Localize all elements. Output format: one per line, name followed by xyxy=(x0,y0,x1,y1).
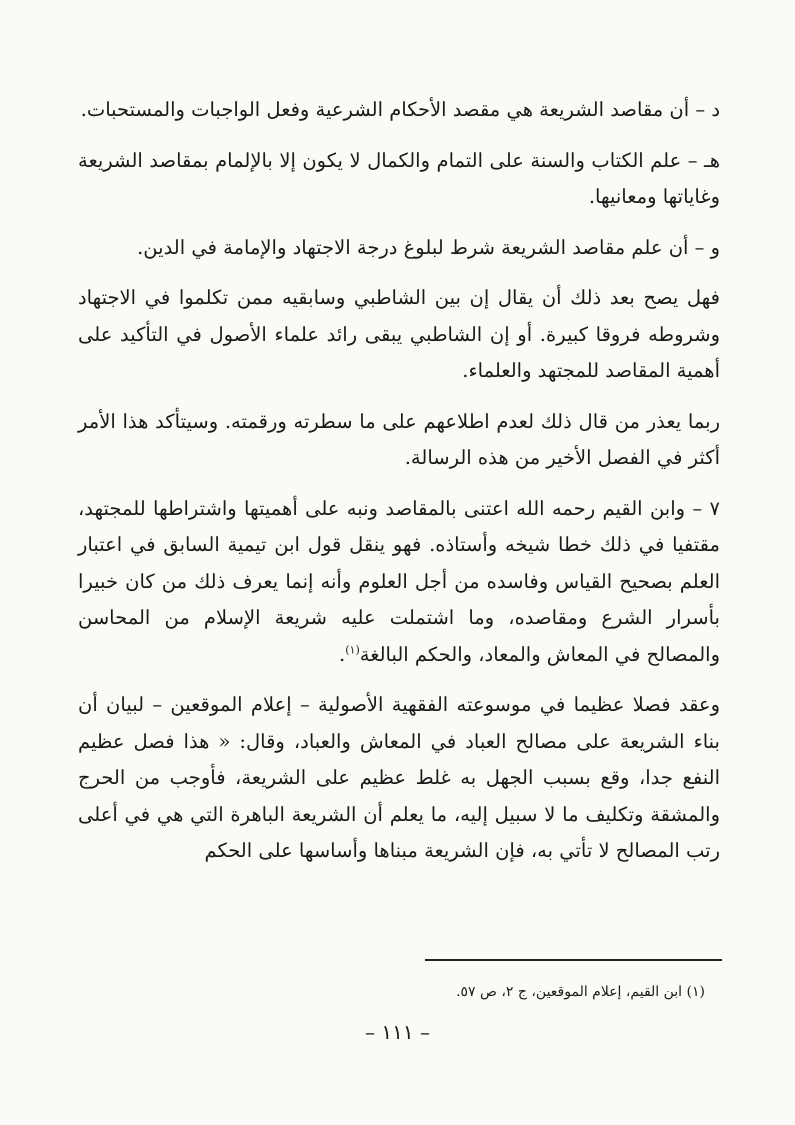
paragraph-question: فهل يصح بعد ذلك أن يقال إن بين الشاطبي وسابقيه ممن تكلموا في الاجتهاد وشروطه فروقا كبيرة. أو إن الشاطبي يبقى رائد علماء الأصول في التأكيد على أهمية المقاصد للمجتهد والعلماء. xyxy=(78,286,720,382)
paragraph-waw: و – أن علم مقاصد الشريعة شرط لبلوغ درجة الاجتهاد والإمامة في الدين. xyxy=(137,235,720,259)
paragraph-end: . xyxy=(339,642,346,666)
page-number: – ١١١ – xyxy=(365,1020,430,1044)
footnote-separator xyxy=(425,959,722,961)
paragraph-last: وعقد فصلا عظيما في موسوعته الفقهية الأصولية – إعلام الموقعين – لبيان أن بناء الشريعة على مصالح العباد في المعاش والعباد، وقال: « هذا فصل عظيم النفع جدا، وقع بسبب الجهل به غلط عظيم على الشريعة، فأوجب من الحرج والمشقة وتكليف ما لا سبيل إليه، ما يعلم أن الشريعة الباهرة التي هي في أعلى رتب المصالح لا تأتي به، فإن الشريعة مبناها وأساسها على الحكم xyxy=(78,693,720,862)
paragraph-d: د – أن مقاصد الشريعة هي مقصد الأحكام الشرعية وفعل الواجبات والمستحبات. xyxy=(80,98,720,121)
footnote: (١) ابن القيم، إعلام الموقعين، ج ٢، ص ٥٧. xyxy=(456,984,705,1000)
paragraph-he: هـ – علم الكتاب والسنة على التمام والكمال لا يكون إلا بالإلمام بمقاصد الشريعة وغاياتها ومعانيها. xyxy=(78,148,720,208)
paragraph-excuse: ربما يعذر من قال ذلك لعدم اطلاعهم على ما سطرته ورقمته. وسيتأكد هذا الأمر أكثر في الفصل الأخير من هذه الرسالة. xyxy=(78,409,720,469)
paragraph-ibn-qayyim-text: ٧ – وابن القيم رحمه الله اعتنى بالمقاصد ونبه على أهميتها واشتراطها للمجتهد، مقتفيا في ذلك خطا شيخه وأستاذه. فهو ينقل قول ابن تيمية السابق في اعتبار العلم بصحيح القياس وفاسده من أجل العلوم وأنه إنما يعرف ذلك من كان خبيرا بأسرار الشرع ومقاصده، وما اشتملت عليه شريعة الإسلام من المحاسن والمصالح في المعاش والمعاد، والحكم البالغة xyxy=(78,496,720,666)
paragraph-ibn-qayyim xyxy=(78,491,720,674)
footnote-marker[interactable]: (١) xyxy=(345,643,360,656)
page-body xyxy=(78,92,720,884)
